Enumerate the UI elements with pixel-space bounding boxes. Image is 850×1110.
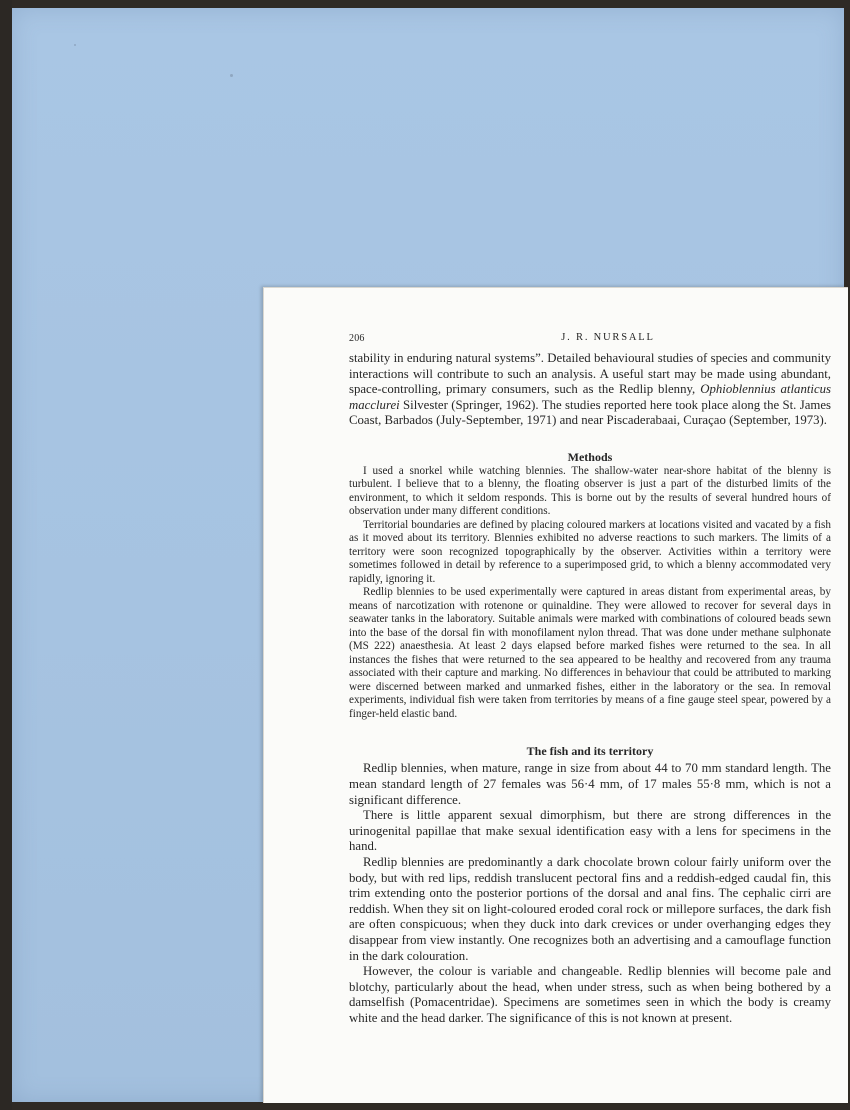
methods-heading: Methods xyxy=(567,449,613,464)
fish-paragraph: However, the colour is variable and changeable. Redlip blennies will become pale and blotchy, particularly about the head, when under stress, such as when being bothered by a damselfish (Pomacentridae). Specimens are sometimes seen in which the body is creamy white and the head darker. The significance of this is not known at present. xyxy=(349,964,831,1025)
page-number: 206 xyxy=(349,333,365,344)
fish-territory-heading: The fish and its territory xyxy=(526,744,654,759)
methods-paragraph: Redlip blennies to be used experimentally were captured in areas distant from experimental areas, by means of narcotization with rotenone or quinaldine. They were allowed to recover for several days in seawater tanks in the laboratory. Suitable animals were marked with combinations of coloured beads sewn into the base of the dorsal fin with monofilament nylon thread. That was done under methane sulphonate (MS 222) anaesthesia. At least 2 days elapsed before marked fishes were returned to the sea. In all instances the fishes that were returned to the sea appeared to be healthy and recovered from any trauma associated with their capture and marking. No differences in behaviour that could be attributed to marking were discerned between marked and unmarked fishes, either in the laboratory or the sea. In removal experiments, individual fish were taken from territories by means of a fine gauge steel spear, powered by a finger-held elastic band. xyxy=(349,586,831,720)
scan-edge xyxy=(0,0,12,1110)
methods-paragraph: I used a snorkel while watching blennies. The shallow-water near-shore habitat of the blenny is turbulent. I believe that to a blenny, the floating observer is just a part of the disturbed limits of the environment, to which it seldom responds. This is borne out by the results of several hundred hours of observation under many different conditions. xyxy=(349,464,831,518)
intro-paragraph xyxy=(349,351,831,429)
author-name: J. R. NURSALL xyxy=(561,332,655,343)
fish-paragraph: There is little apparent sexual dimorphism, but there are strong differences in the urinogenital papillae that make sexual identification easy with a lens for specimens in the hand. xyxy=(349,808,831,854)
species-name: Ophioblennius atlanticus macclurei xyxy=(349,382,832,412)
fish-paragraph: Redlip blennies, when mature, range in size from about 44 to 70 mm standard length. The mean standard length of 27 females was 56·4 mm, of 17 males 55·8 mm, which is not a significant difference. xyxy=(349,761,831,807)
paper-speck xyxy=(74,44,76,46)
fish-paragraph: Redlip blennies are predominantly a dark chocolate brown colour fairly uniform over the body, but with red lips, reddish translucent pectoral fins and a reddish-edged caudal fin, this trim extending onto the posterior portions of the dorsal and anal fins. The cephalic cirri are reddish. When they sit on light-coloured eroded coral rock or millepore surfaces, the dark fish are often conspicuous; when they duck into dark crevices or under overhanging edges they disappear from view instantly. One recognizes both an advertising and a camouflage function in the dark colouration. xyxy=(349,855,831,963)
article-body xyxy=(349,351,831,1027)
article-page xyxy=(263,287,848,1103)
methods-paragraph: Territorial boundaries are defined by placing coloured markers at locations visited and vacated by a fish as it moved about its territory. Blennies exhibited no adverse reactions to such markers. The limits of a territory were soon recognized topographically by the observer. Activities within a territory were sometimes followed in detail by reference to a superimposed grid, to which a blenny accommodated very rapidly, ignoring it. xyxy=(349,518,831,585)
paper-speck xyxy=(230,74,233,77)
running-head xyxy=(349,333,839,349)
intro-text: stability in enduring natural systems”. Detailed behavioural studies of species and community interactions will contribute to such an analysis. A useful start may be made using abundant, space-controlling, primary consumers, such as the Redlip blenny, xyxy=(349,351,831,397)
intro-text: Silvester (Springer, 1962). The studies reported here took place along the St. James Coast, Barbados (July-September, 1971) and near Piscaderabaai, Curaçao (September, 1973). xyxy=(349,397,831,428)
